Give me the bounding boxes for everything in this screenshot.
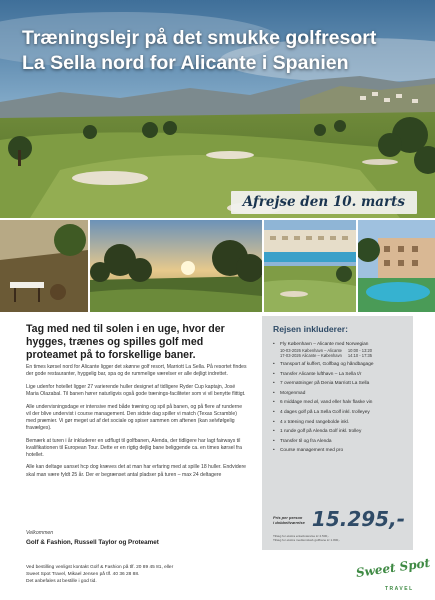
list-item: • 4 dages golf på La Sella Golf inkl. trolleyey: [273, 410, 409, 416]
sweet-spot-logo: [355, 555, 431, 596]
logo-subtitle: TRAVEL: [385, 586, 414, 592]
photo-strip: [0, 220, 435, 312]
flight-out-route: 10-03-2026 København – Alicante: [280, 348, 342, 354]
price-notes: [273, 534, 409, 542]
body-paragraph: En times kørsel nord for Alicante ligger det skønne golf resort, Marriott La Sella. På resortet findes der gode restauranter, hyggelig bar, spa og de rummelige værelser er alle dejligt indrettet.: [26, 364, 247, 378]
list-item-text: • Fly København – Alicante med Norwegian: [280, 342, 369, 347]
welcome-label: Velkommen: [26, 530, 54, 536]
lead-paragraph: Tag med ned til solen i en uge, hvor der hygges, trænes og spilles golf med proteamet på to forskellige baner.: [26, 323, 225, 361]
hero-title-line-1: Træningslejr på det smukke golfresort: [22, 27, 377, 49]
footer-line: Sweet Spot Travel, Mikael Jensen på tlf. 40 36 28 88.: [26, 571, 140, 577]
list-item: • 1 runde golf på Alenda Golf inkl. trolley: [273, 429, 409, 435]
sunset-golf-photo: [90, 220, 262, 312]
departure-badge: Afrejse den 10. marts: [231, 191, 417, 214]
welcome-names: Golf & Fashion, Russell Taylor og Proteamet: [26, 539, 159, 546]
price-label-line-1: Pris per person: [273, 515, 303, 520]
list-item: • 7 overnatninger på Denia Marriott La Sella: [273, 381, 409, 387]
flight-home-route: 17-03-2026 Alicante – København: [280, 353, 342, 359]
resort-pool-photo: [358, 220, 435, 312]
footer-line: Ved bestilling venligst kontakt Golf & Fashion på tlf. 20 89 45 81, eller: [26, 565, 174, 570]
contact-footer: [26, 565, 276, 585]
inclusions-title: Rejsen inkluderer:: [273, 324, 348, 334]
price-note: Tillæg for ekstra medlemskab golfbane kr 1.800,-: [273, 538, 341, 543]
flight-detail: [280, 353, 409, 358]
list-item: • Course management med pro: [273, 448, 409, 454]
footer-line: Det anbefales at bestille i god tid.: [26, 578, 97, 584]
inclusions-list: [273, 342, 409, 458]
hotel-pool-photo: [264, 220, 356, 312]
body-paragraph: Lige udenfor hotellet ligger 27 varierende huller designet af tidligere Ryder Cup kaptajn, José Maria Olazabal. Til banen hører naturligvis også gode trænings-faciliteter som vi vil benytte flittigt.: [26, 383, 246, 397]
list-item: • 6 middage med øl, vand eller halv flaske vin: [273, 400, 409, 406]
price-note: Tillæg for ekstra enkeltværelse kr 2.500,-: [273, 534, 330, 538]
inclusions-panel: [262, 316, 413, 550]
body-paragraph: Alle kan deltage uanset hcp dog kræves det at man har erfaring med at spille 18 huller. Endvidere skal man være fyldt 25 år. Der er begrænset antal pladser på turen – max 24 deltagere: [26, 464, 247, 478]
price-label-line-2: i dobbeltværelse: [273, 520, 305, 525]
list-item: • 4 x træning med rangebolde inkl.: [273, 420, 409, 426]
list-item: • Transport af kuffert, Golfbag og håndbagage: [273, 362, 409, 368]
flight-out-time: 10:00 - 13:20: [347, 348, 373, 354]
logo-wordmark: Sweet Spot: [355, 555, 431, 580]
flight-home-time: 14:10 - 17:35: [347, 353, 373, 359]
list-item: • Morgenmad: [273, 391, 409, 397]
body-paragraph: Bemærk at turen i år inkluderer en udflugt til golfbanen, Alenda, der tidligere har lagt fairways til kvalifikationen til European Tour. Dette er en rigtig dejlig bane beliggende ca. en times kørsel fra hotellet.: [26, 437, 242, 458]
hero-title: [22, 26, 422, 76]
list-item: • Transfer Alicante lufthavn – La Sella t/r: [273, 372, 409, 378]
list-item: [273, 342, 409, 359]
body-paragraph: Alle undervisningsdage er intensive med både træning og spil på banen, og på flere af runderne vil der blive undervist i course management. Den sidste dag spiller vi match (Texas Scramble) med præmier. Vi gør meget ud af det sociale og spiser sammen om aftenen (kan selvfølgelig fravælges).: [26, 403, 243, 431]
hero-title-line-2: La Sella nord for Alicante i Spanien: [22, 52, 349, 74]
hero-image: [0, 0, 435, 218]
price-label: [273, 515, 317, 525]
terrace-photo: [0, 220, 88, 312]
body-text: [26, 364, 248, 484]
list-item: • Transfer til og fra Alenda: [273, 439, 409, 445]
price: 15.295,-: [311, 507, 405, 531]
